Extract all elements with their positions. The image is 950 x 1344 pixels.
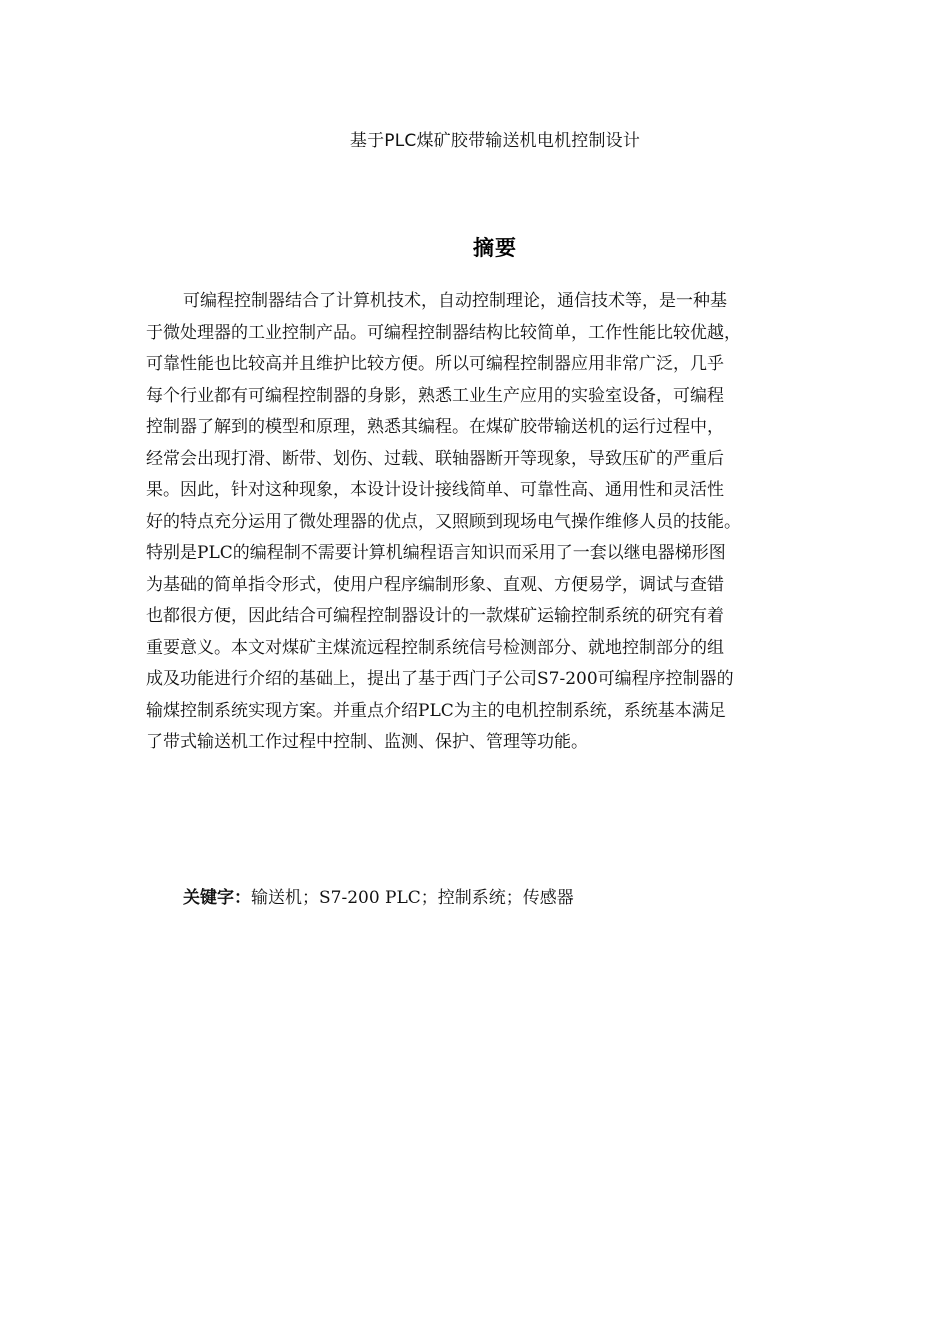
abstract-line: 为基础的简单指令形式，使用户程序编制形象、直观、方便易学，调试与查错	[146, 574, 724, 595]
abstract-line: 了带式输送机工作过程中控制、监测、保护、管理等功能。	[146, 732, 588, 752]
abstract-line: 果。因此，针对这种现象，本设计设计接线简单、可靠性高、通用性和灵活性	[146, 480, 724, 500]
keywords-label: 关键字：	[183, 888, 251, 908]
abstract-line: 好的特点充分运用了微处理器的优点，又照顾到现场电气操作维修人员的技能。	[146, 511, 741, 532]
abstract-line: 经常会出现打滑、断带、划伤、过载、联轴器断开等现象，导致压矿的严重后	[146, 448, 724, 469]
abstract-heading: 摘要	[473, 236, 517, 260]
abstract-line: 也都很方便，因此结合可编程控制器设计的一款煤矿运输控制系统的研究有着	[146, 606, 724, 626]
abstract-line: 成及功能进行介绍的基础上，提出了基于西门子公司S7-200可编程序控制器的	[146, 669, 734, 689]
abstract-body	[146, 286, 826, 759]
abstract-line: 输煤控制系统实现方案。并重点介绍PLC为主的电机控制系统，系统基本满足	[146, 700, 726, 721]
running-header-title: 基于PLC煤矿胶带输送机电机控制设计	[349, 131, 641, 151]
abstract-line: 重要意义。本文对煤矿主煤流远程控制系统信号检测部分、就地控制部分的组	[146, 637, 724, 658]
keywords-line	[183, 883, 574, 908]
abstract-line: 可靠性能也比较高并且维护比较方便。所以可编程控制器应用非常广泛，几乎	[146, 354, 724, 374]
abstract-line: 可编程控制器结合了计算机技术，自动控制理论，通信技术等，是一种基	[183, 291, 727, 311]
abstract-line: 每个行业都有可编程控制器的身影，熟悉工业生产应用的实验室设备，可编程	[146, 385, 724, 406]
abstract-line: 于微处理器的工业控制产品。可编程控制器结构比较简单，工作性能比较优越，	[146, 322, 741, 343]
abstract-line: 特别是PLC的编程制不需要计算机编程语言知识而采用了一套以继电器梯形图	[146, 543, 726, 563]
abstract-line: 控制器了解到的模型和原理，熟悉其编程。在煤矿胶带输送机的运行过程中，	[146, 417, 724, 437]
keywords-text: 输送机；S7-200 PLC；控制系统；传感器	[251, 888, 574, 908]
